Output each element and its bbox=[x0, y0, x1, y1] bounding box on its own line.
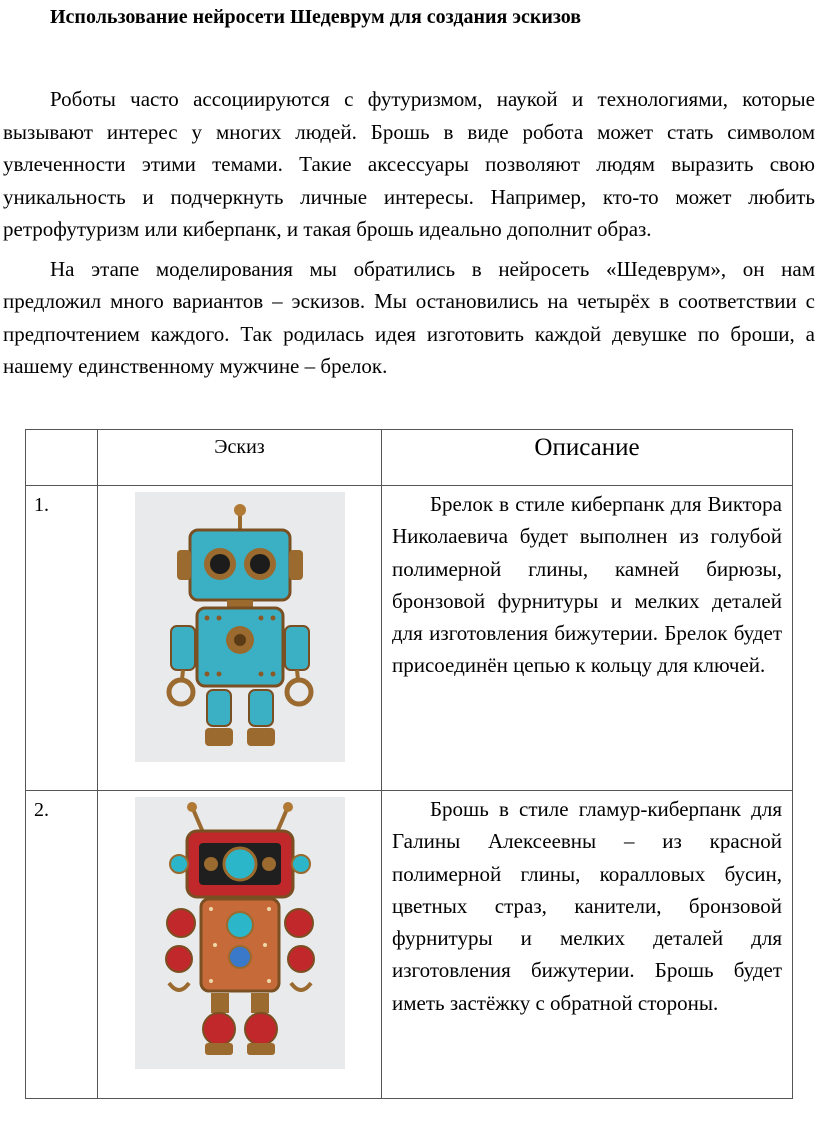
table-row bbox=[26, 791, 793, 1099]
sketch-cell bbox=[98, 791, 382, 1099]
table-header-row bbox=[26, 430, 793, 486]
red-jeweled-robot-brooch-image bbox=[135, 797, 345, 1069]
table-row bbox=[26, 486, 793, 791]
paragraph-1: Роботы часто ассоциируются с футуризмом, наукой и технологиями, которые вызывают интерес у многих людей. Брошь в виде робота может стать символом увлеченности этими темами. Такие аксессуары позволяют людям выразить свою уникальность и подчеркнуть личные интересы. Например, кто-то может любить ретрофутуризм или киберпанк, и такая брошь идеально дополнит образ. bbox=[3, 87, 815, 241]
row-description: Брошь в стиле гламур-киберпанк для Галины Алексеевны – из красной полимерной глины, коралловых бусин, цветных страз, канители, бронзовой фурнитуры и мелких деталей для изготовления бижутерии. Брошь будет иметь застёжку с обратной стороны. bbox=[382, 791, 793, 1099]
document-title: Использование нейросети Шедеврум для создания эскизов bbox=[50, 6, 582, 28]
row-number: 1. bbox=[26, 486, 98, 791]
row-description: Брелок в стиле киберпанк для Виктора Николаевича будет выполнен из голубой полимерной глины, камней бирюзы, бронзовой фурнитуры и мелких деталей для изготовления бижутерии. Брелок будет присоединён цепью к кольцу для ключей. bbox=[382, 486, 793, 791]
sketch-table bbox=[25, 429, 793, 1099]
paragraph-2: На этапе моделирования мы обратились в нейросеть «Шедеврум», он нам предложил много вариантов – эскизов. Мы остановились на четырёх в соответствии с предпочтением каждого. Так родилась идея изготовить каждой девушке по броши, а нашему единственному мужчине – брелок. bbox=[3, 256, 815, 378]
sketch-cell bbox=[98, 486, 382, 791]
header-description-cell: Описание bbox=[382, 430, 793, 486]
header-num-cell bbox=[26, 430, 98, 486]
intro-text bbox=[3, 83, 815, 383]
row-number: 2. bbox=[26, 791, 98, 1099]
turquoise-robot-keychain-image bbox=[135, 492, 345, 762]
header-sketch-cell: Эскиз bbox=[98, 430, 382, 486]
